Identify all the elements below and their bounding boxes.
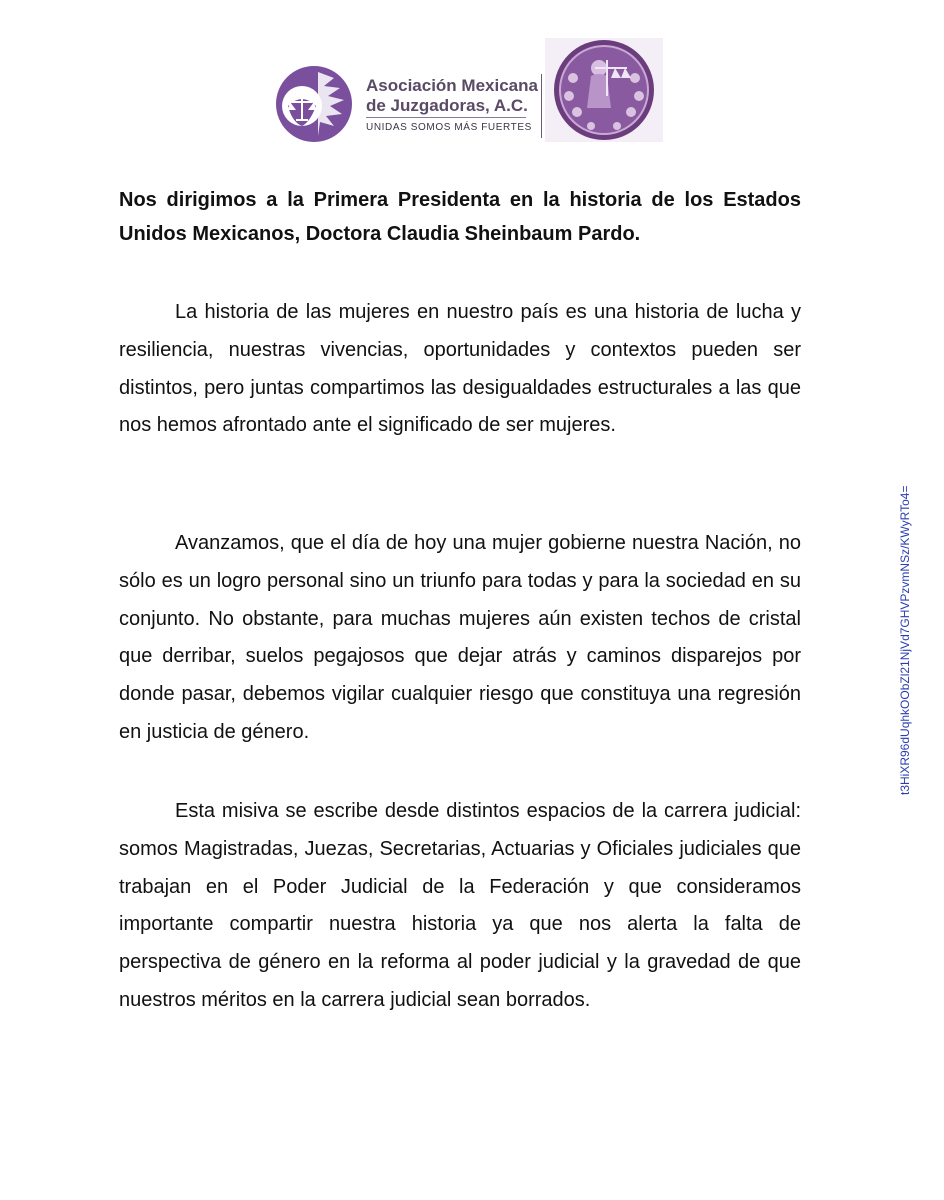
header-vertical-divider <box>541 74 542 138</box>
lady-justice-seal-icon <box>545 38 663 142</box>
org-divider <box>366 117 526 118</box>
org-name-line1: Asociación Mexicana <box>366 76 538 95</box>
org-motto: UNIDAS SOMOS MÁS FUERTES <box>366 122 532 133</box>
paragraph-2: Avanzamos, que el día de hoy una mujer gobierne nuestra Nación, no sólo es un logro personal sino un triunfo para todas y para la sociedad en su conjunto. No obstante, para muchas mujeres aún existen techos de cristal que derribar, suelos pegajosos que dejar atrás y caminos disparejos por donde pasar, debemos vigilar cualquier riesgo que constituya una regresión en justicia de género. <box>119 532 801 743</box>
paragraph-1: La historia de las mujeres en nuestro país es una historia de lucha y resiliencia, nuestras vivencias, oportunidades y contextos pueden ser distintos, pero juntas compartimos las desigualdades estructurales a las que nos hemos afrontado ante el significado de ser mujeres. <box>119 301 801 437</box>
scales-of-justice-icon <box>274 64 354 144</box>
organization-name <box>366 76 536 116</box>
org-name-line2: de Juzgadoras, A.C. <box>366 96 528 115</box>
letter-heading: Nos dirigimos a la Primera Presidenta en la historia de los Estados Unidos Mexicanos, Doctora Claudia Sheinbaum Pardo. <box>119 189 801 245</box>
document-hash: t3HiXR96dUqhkOObZl21NjVd7GHVPzvmNSz/KWyRTo4= <box>898 485 912 795</box>
paragraph-3: Esta misiva se escribe desde distintos espacios de la carrera judicial: somos Magistradas, Juezas, Secretarias, Actuarias y Oficiales judiciales que trabajan en el Poder Judicial de la Federación y que consideramos importante compartir nuestra historia ya que nos alerta la falta de perspectiva de género en la reforma al poder judicial y la gravedad de que nuestros méritos en la carrera judicial sean borrados. <box>119 800 801 1011</box>
